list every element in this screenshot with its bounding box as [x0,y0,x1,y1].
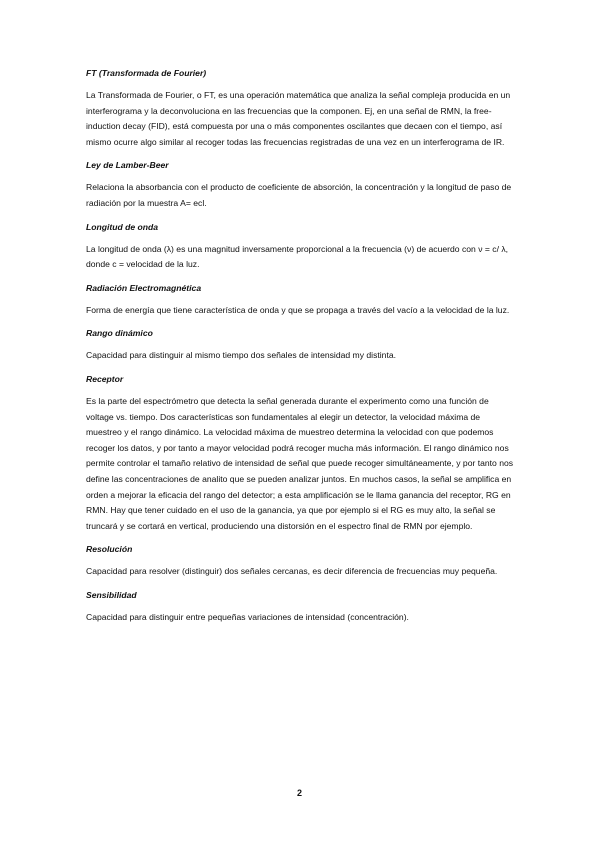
glossary-entry-ft [86,67,516,150]
document-body [86,67,516,634]
glossary-entry-resolucion [86,543,516,580]
glossary-entry-receptor [86,373,516,534]
glossary-entry-sensibilidad [86,589,516,626]
term-heading: FT (Transformada de Fourier) [86,68,207,78]
term-definition: Capacidad para distinguir al mismo tiempo dos señales de intensidad my distinta. [86,350,397,361]
page-number: 2 [296,788,302,798]
term-definition: Capacidad para resolver (distinguir) dos señales cercanas, es decir diferencia de frecuencias muy pequeña. [86,566,498,577]
term-heading: Longitud de onda [86,221,159,232]
term-heading: Radiación Electromagnética [86,282,202,293]
term-definition: La Transformada de Fourier, o FT, es una operación matemática que analiza la señal compleja producida en un interferograma y la deconvoluciona en las frecuencias que la componen. Ej, en una señal de RMN, la free-induction decay (FID), está compuesta por una o más componentes oscilantes que decaen con el tiempo, así mismo ocurre algo similar al recoger todas las frecuencias registradas de una vez en un interferograma de IR. [86,90,511,147]
term-definition: Es la parte del espectrómetro que detecta la señal generada durante el experimento como una función de voltage vs. tiempo. Dos características son fundamentales al elegir un detector, la velocidad máxima de muestreo y el rango dinámico. La velocidad máxima de muestreo determina la velocidad con que podemos recoger los datos, y por tanto a mayor velocidad podrá recoger mucha más información. El rango dinámico nos permite controlar el tamaño relativo de intensidad de señal que puede recoger simultáneamente, y por tanto nos define las concentraciones de analito que se pueden analizar juntos. En muchos casos, la señal se amplifica en orden a mejorar la eficacia del rango del detector; a esta amplificación se le llama ganancia del receptor, RG en RMN. Hay que tener cuidado en el uso de la ganancia, ya que por ejemplo si el RG es muy alto, la señal se truncará y se cortará en vertical, produciendo una distorsión en el espectro final de RMN por ejemplo. [86,395,514,531]
term-heading: Receptor [86,373,124,384]
term-definition: Capacidad para distinguir entre pequeñas variaciones de intensidad (concentración). [86,611,409,622]
term-heading: Ley de Lamber-Beer [86,160,169,171]
glossary-entry-rango-dinamico [86,327,516,364]
glossary-entry-radiacion [86,282,516,319]
term-definition: Relaciona la absorbancia con el producto de coeficiente de absorción, la concentración y la longitud de paso de radiación por la muestra A= ecl. [86,182,512,208]
term-heading: Rango dinámico [86,328,153,339]
term-definition: La longitud de onda (λ) es una magnitud inversamente proporcional a la frecuencia (ν) de acuerdo con ν = c/ λ, donde c = velocidad de la luz. [86,243,509,270]
term-definition: Forma de energía que tiene característica de onda y que se propaga a través del vacío a la velocidad de la luz. [86,304,510,315]
term-heading: Resolución [86,544,133,555]
glossary-entry-lamber-beer [86,159,516,211]
glossary-entry-longitud-de-onda [86,221,516,273]
term-heading: Sensibilidad [86,589,137,600]
